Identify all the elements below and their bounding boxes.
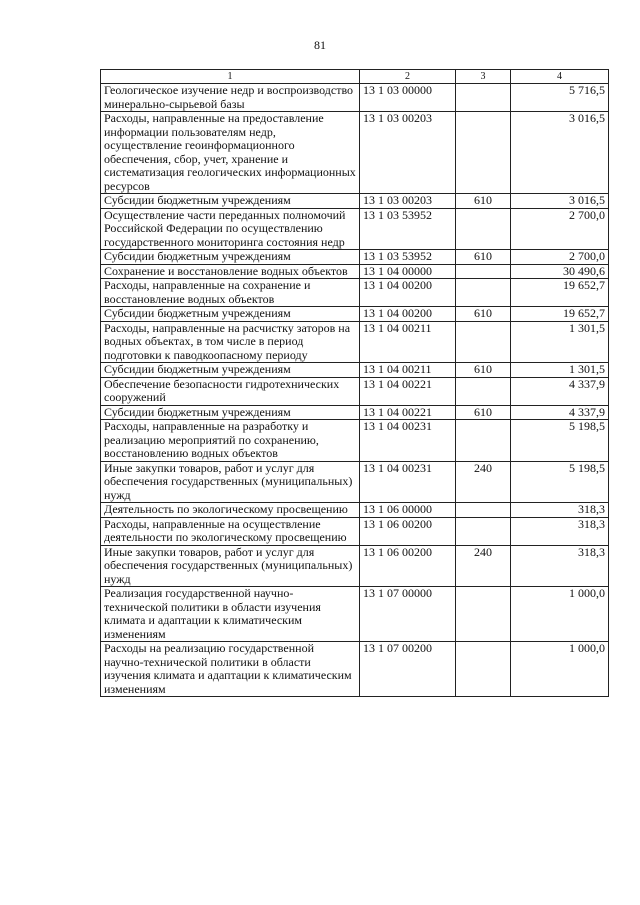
row-amount-cell: 1 301,5 — [511, 321, 609, 363]
row-amount-cell: 1 301,5 — [511, 363, 609, 378]
row-type-cell: 240 — [456, 461, 511, 503]
table-row — [101, 503, 609, 518]
row-amount-cell: 1 000,0 — [511, 642, 609, 697]
row-type-cell — [456, 587, 511, 642]
row-type-cell: 240 — [456, 545, 511, 587]
row-type-cell — [456, 420, 511, 462]
row-code-cell: 13 1 03 53952 — [360, 250, 456, 265]
table-row — [101, 642, 609, 697]
row-code-cell: 13 1 07 00000 — [360, 587, 456, 642]
row-name-cell: Сохранение и восстановление водных объектов — [101, 264, 360, 279]
row-code-cell: 13 1 07 00200 — [360, 642, 456, 697]
row-code-cell: 13 1 03 53952 — [360, 208, 456, 250]
row-type-cell — [456, 377, 511, 405]
header-col-2: 2 — [360, 70, 456, 84]
row-name-cell: Субсидии бюджетным учреждениям — [101, 363, 360, 378]
row-amount-cell: 318,3 — [511, 517, 609, 545]
table-row — [101, 112, 609, 194]
header-col-1: 1 — [101, 70, 360, 84]
row-name-cell: Деятельность по экологическому просвещению — [101, 503, 360, 518]
table-row — [101, 420, 609, 462]
row-name-cell: Иные закупки товаров, работ и услуг для обеспечения государственных (муниципальных) нужд — [101, 461, 360, 503]
header-col-4: 4 — [511, 70, 609, 84]
row-amount-cell: 2 700,0 — [511, 208, 609, 250]
row-type-cell — [456, 208, 511, 250]
row-name-cell: Субсидии бюджетным учреждениям — [101, 405, 360, 420]
row-type-cell: 610 — [456, 405, 511, 420]
row-type-cell — [456, 321, 511, 363]
row-type-cell — [456, 84, 511, 112]
row-type-cell — [456, 279, 511, 307]
row-amount-cell: 2 700,0 — [511, 250, 609, 265]
row-name-cell: Расходы, направленные на расчистку заторов на водных объектах, в том числе в период подготовки к паводкоопасному периоду — [101, 321, 360, 363]
row-type-cell — [456, 503, 511, 518]
row-amount-cell: 4 337,9 — [511, 405, 609, 420]
row-amount-cell: 3 016,5 — [511, 194, 609, 209]
row-amount-cell: 3 016,5 — [511, 112, 609, 194]
row-name-cell: Субсидии бюджетным учреждениям — [101, 194, 360, 209]
table-row — [101, 84, 609, 112]
table-row — [101, 307, 609, 322]
row-code-cell: 13 1 04 00211 — [360, 321, 456, 363]
row-name-cell: Расходы, направленные на предоставление информации пользователям недр, осуществление геоинформационного обеспечения, сбор, учет, хранение и систематизация геологических информационных ресурсов — [101, 112, 360, 194]
row-type-cell: 610 — [456, 307, 511, 322]
row-type-cell: 610 — [456, 363, 511, 378]
table-row — [101, 279, 609, 307]
row-type-cell: 610 — [456, 250, 511, 265]
row-name-cell: Расходы, направленные на осуществление деятельности по экологическому просвещению — [101, 517, 360, 545]
row-code-cell: 13 1 03 00203 — [360, 194, 456, 209]
header-row — [101, 70, 609, 84]
table-row — [101, 194, 609, 209]
row-type-cell — [456, 642, 511, 697]
table-row — [101, 208, 609, 250]
row-code-cell: 13 1 04 00000 — [360, 264, 456, 279]
row-amount-cell: 30 490,6 — [511, 264, 609, 279]
row-code-cell: 13 1 06 00200 — [360, 517, 456, 545]
table-row — [101, 250, 609, 265]
table-row — [101, 587, 609, 642]
row-code-cell: 13 1 04 00200 — [360, 279, 456, 307]
row-amount-cell: 318,3 — [511, 503, 609, 518]
row-type-cell — [456, 517, 511, 545]
row-code-cell: 13 1 06 00200 — [360, 545, 456, 587]
row-code-cell: 13 1 03 00000 — [360, 84, 456, 112]
budget-table — [100, 69, 609, 697]
row-code-cell: 13 1 04 00231 — [360, 461, 456, 503]
row-code-cell: 13 1 04 00231 — [360, 420, 456, 462]
row-amount-cell: 5 198,5 — [511, 461, 609, 503]
row-amount-cell: 1 000,0 — [511, 587, 609, 642]
table-header — [101, 70, 609, 84]
row-code-cell: 13 1 03 00203 — [360, 112, 456, 194]
row-name-cell: Расходы, направленные на сохранение и восстановление водных объектов — [101, 279, 360, 307]
row-amount-cell: 318,3 — [511, 545, 609, 587]
row-amount-cell: 5 716,5 — [511, 84, 609, 112]
table-row — [101, 377, 609, 405]
row-code-cell: 13 1 04 00221 — [360, 377, 456, 405]
table-row — [101, 517, 609, 545]
row-amount-cell: 19 652,7 — [511, 279, 609, 307]
header-col-3: 3 — [456, 70, 511, 84]
row-code-cell: 13 1 04 00200 — [360, 307, 456, 322]
row-name-cell: Осуществление части переданных полномочий Российской Федерации по осуществлению государственного мониторинга состояния недр — [101, 208, 360, 250]
row-name-cell: Реализация государственной научно-технической политики в области изучения климата и адаптации к климатическим изменениям — [101, 587, 360, 642]
row-name-cell: Субсидии бюджетным учреждениям — [101, 307, 360, 322]
row-name-cell: Геологическое изучение недр и воспроизводство минерально-сырьевой базы — [101, 84, 360, 112]
row-name-cell: Обеспечение безопасности гидротехнических сооружений — [101, 377, 360, 405]
table-row — [101, 264, 609, 279]
table-row — [101, 321, 609, 363]
table-body — [101, 84, 609, 697]
row-amount-cell: 4 337,9 — [511, 377, 609, 405]
table-row — [101, 363, 609, 378]
row-code-cell: 13 1 04 00221 — [360, 405, 456, 420]
row-code-cell: 13 1 04 00211 — [360, 363, 456, 378]
table-row — [101, 461, 609, 503]
row-name-cell: Субсидии бюджетным учреждениям — [101, 250, 360, 265]
row-type-cell — [456, 264, 511, 279]
row-amount-cell: 5 198,5 — [511, 420, 609, 462]
row-code-cell: 13 1 06 00000 — [360, 503, 456, 518]
row-type-cell: 610 — [456, 194, 511, 209]
row-amount-cell: 19 652,7 — [511, 307, 609, 322]
table-row — [101, 545, 609, 587]
row-type-cell — [456, 112, 511, 194]
page-number: 81 — [314, 38, 326, 52]
row-name-cell: Расходы, направленные на разработку и реализацию мероприятий по сохранению, восстановлению водных объектов — [101, 420, 360, 462]
row-name-cell: Иные закупки товаров, работ и услуг для обеспечения государственных (муниципальных) нужд — [101, 545, 360, 587]
table-row — [101, 405, 609, 420]
row-name-cell: Расходы на реализацию государственной научно-технической политики в области изучения климата и адаптации к климатическим изменениям — [101, 642, 360, 697]
